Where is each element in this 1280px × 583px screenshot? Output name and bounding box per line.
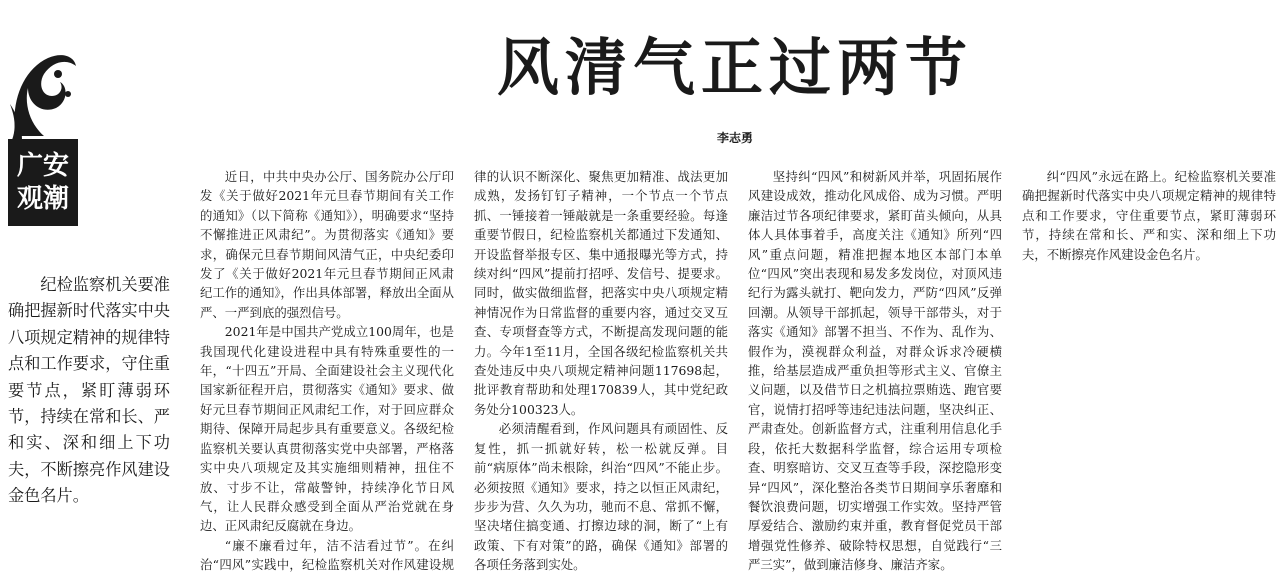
author-byline: 李志勇 [716,131,753,145]
paragraph: 必须清醒看到，作风问题具有顽固性、反复性，抓一抓就好转，松一松就反弹。目前“病原体”尚未根除，纠治“四风”不能止步。必须按照《通知》要求，持之以恒正风肃纪，步步为营、久久为功，驰而不息、常抓不懈，坚决堵住搞变通、打擦边球的洞，断了“上有政策、下有对策”的路，确保《通知》部署的各项任务落到实处。 [474,421,728,573]
sidebar-intro [8,272,170,510]
paragraph: “廉不廉看过年，洁不洁看过节”。在纠治“四风”实践中，纪检监察机关对作风建设规律的认识不断深化、聚焦更加精准、战法更加成熟，发扬钉钉子精神，一个节点一个节点抓、一锤接着一锤敲就是一条重要经验。每逢重要节假日，纪检监察机关都通过下发通知、开设监督举报专区、集中通报曝光等方式，持续对纠“四风”提前打招呼、发信号、提要求。同时，做实做细监督，把落实中央八项规定精神情况作为日常监督的重要内容，通过交叉互查、专项督查等方式，不断提高发现问题的能力。今年1至11月，全国各级纪检监察机关共查处违反中央八项规定精神问题117698起，批评教育帮助和处理170839人，其中党纪政务处分100323人。 [200,169,728,573]
article-body [200,167,1276,579]
headline: 风清气正过两节 [496,31,973,104]
column-badge [8,139,78,226]
badge-line-1: 广安 [16,151,69,181]
wave-icon [8,44,78,142]
paragraph: 近日，中共中央办公厅、国务院办公厅印发《关于做好2021年元旦春节期间有关工作的通知》（以下简称《通知》），明确要求“坚持不懈推进正风肃纪”。为贯彻落实《通知》要求，确保元旦春节期间风清气正，中央纪委印发了《关于做好2021年元旦春节期间正风肃纪工作的通知》，作出具体部署，释放出全面从严、一严到底的强烈信号。 [200,169,455,320]
paragraph: 纠“四风”永远在路上。纪检监察机关要准确把握新时代落实中央八项规定精神的规律特点和工作要求，守住重要节点，紧盯薄弱环节，持续在常和长、严和实、深和细上下功夫，不断擦亮作风建设金色名片。 [1022,169,1276,262]
paragraph: 2021年是中国共产党成立100周年，也是我国现代化建设进程中具有特殊重要性的一年，“十四五”开局、全面建设社会主义现代化国家新征程开启，贯彻落实《通知》要求、做好元旦春节期间正风肃纪工作，对于回应群众期待、保障开局起步具有重要意义。各级纪检监察机关要认真贯彻落实党中央部署，严格落实中央八项规定及其实施细则精神，扭住不放、寸步不让，常敲警钟，持续净化节日风气，让人民群众感受到全面从严治党就在身边、正风肃纪反腐就在身边。 [200,324,454,534]
paragraph: 坚持纠“四风”和树新风并举，巩固拓展作风建设成效，推动化风成俗、成为习惯。严明廉洁过节各项纪律要求，紧盯苗头倾向，从具体人具体事着手，高度关注《通知》所列“四风”重点问题，精准把握本地区本部门本单位“四风”突出表现和易发多发岗位，对顶风违纪行为露头就打、靶向发力，严防“四风”反弹回潮。从领导干部抓起，领导干部带头，对于落实《通知》部署不担当、不作为、乱作为、假作为，漠视群众利益，对群众诉求冷硬横推，给基层造成严重负担等形式主义、官僚主义问题，以及借节日之机搞拉票贿选、跑官要官，说情打招呼等违纪违法问题，坚决纠正、严肃查处。创新监督方式，注重利用信息化手段，依托大数据科学监督，综合运用专项检查、明察暗访、交叉互查等手段，深挖隐形变异“四风”，深化整治各类节日期间享乐奢靡和餐饮浪费问题，切实增强工作实效。坚持严管厚爱结合、激励约束并重，教育督促党员干部增强党性修养、破除特权思想，自觉践行“三严三实”，做到廉洁修身、廉洁齐家。 [748,169,1002,573]
sidebar-text: 纪检监察机关要准确把握新时代落实中央八项规定精神的规律特点和工作要求，守住重要节点，紧盯薄弱环节，持续在常和长、严和实、深和细上下功夫，不断擦亮作风建设金色名片。 [8,275,170,506]
badge-line-2: 观潮 [16,183,69,214]
